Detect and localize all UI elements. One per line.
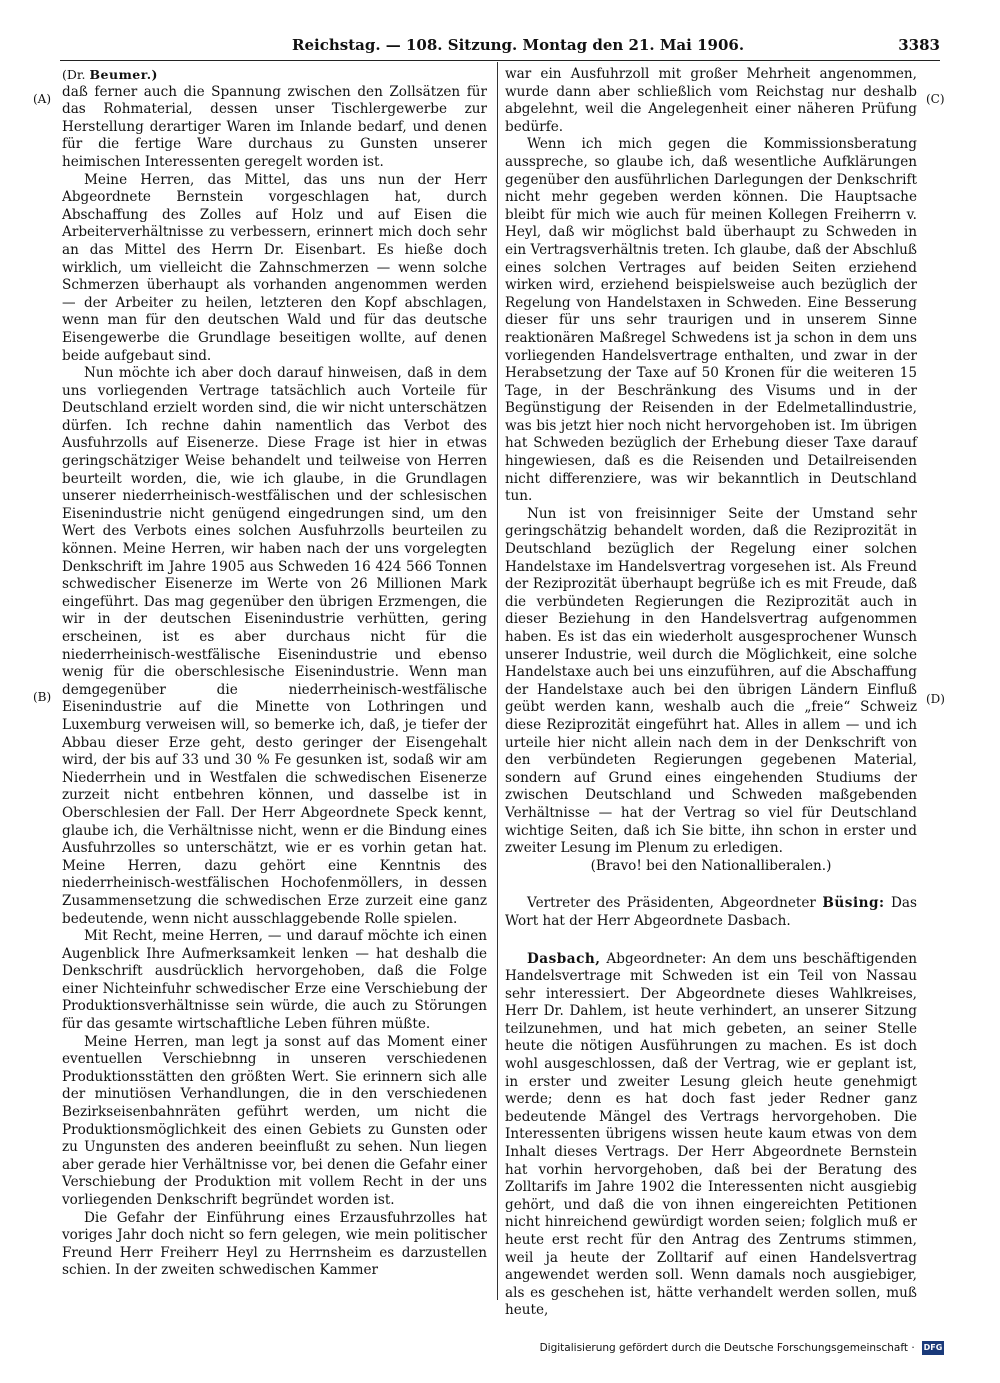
paragraph: Meine Herren, das Mittel, das uns nun der Herr Abgeordnete Bernstein vorgeschlagen hat, durch Abschaffung des Zolles auf Holz und auf Eisen die Arbeiterverhältnisse zu verbessern, erinnert mich doch sehr an das Mittel des Herrn Dr. Eisenbart. Es hieße doch wirklich, um vielleicht die Zahnschmerzen — wenn solche Schmerzen überhaupt als vorhanden angenommen werden — der Arbeiter zu heilen, letzteren den Kopf abschlagen, wenn man für den deutschen Wald und für das deutsche Eisengewerbe die Grundlage beseitigen wollte, auf denen beide aufgebaut sind. [62,171,487,364]
speech-paragraph [505,951,917,1320]
section-gap [505,931,917,951]
section-gap [505,875,917,895]
chair-statement [505,895,917,930]
margin-mark-c: (C) [926,92,945,106]
paragraph: Wenn ich mich gegen die Kommissionsberatung ausspreche, so glaube ich, daß wesentliche Aufklärungen gegenüber den ausführlichen Darlegungen der Denkschrift nicht mehr gegeben werden können. Die Hauptsache bleibt für mich wie auch für meinen Kollegen Freiherrn v. Heyl, daß wir möglichst bald überhaupt zu Schweden in ein Vertragsverhältnis treten. Ich glaube, daß der Abschluß eines solchen Vertrages auf beiden Seiten erziehend wirken wird, erziehend beispielsweise auch bezüglich der Regelung von Handelstaxen in Schweden. Eine Besserung dieser für uns sehr traurigen und in unserem Sinne reaktionären Maßregel Schwedens ist ja schon in dem uns vorliegenden Handelsvertrage enthalten, und zwar in der Herabsetzung der Taxe auf 50 Kronen für die weiteren 15 Tage, in der Beschränkung des Visums und in der Begünstigung der Reisenden in der Edelmetallindustrie, was bis jetzt hier noch nicht hervorgehoben ist. Im übrigen hat Schweden bezüglich der Erhebung dieser Taxe darauf hingewiesen, daß es die Reisenden und Detailreisenden nicht differenziere, was wir bekanntlich in Deutschland tun. [505,136,917,505]
page-number: 3383 [898,36,940,54]
paragraph: Die Gefahr der Einführung eines Erzausfuhrzolles hat voriges Jahr doch nicht so fern gelegen, wie mein politischer Freund Herr Freiherr Heyl zu Herrnsheim es darzustellen schien. In der zweiten schwedischen Kammer [62,1209,487,1279]
page-header [60,32,940,58]
paragraph: Meine Herren, man legt ja sonst auf das Moment einer eventuellen Verschiebnng in unseren verschiedenen Produktionsstätten den größten Wert. Sie erinnern sich alle der minutiösen Verhandlungen, die in den verschiedenen Bezirkseisenbahnräten geführt werden, um nicht die Produktionsmöglichkeit des einen Gebiets zu Gunsten oder zu Ungunsten des anderen beeinflußt zu sehen. Nun liegen aber gerade hier Verhältnisse vor, bei denen die Gefahr einer Verschiebung der Produktion mit vollem Recht in der uns vorliegenden Denkschrift begründet worden ist. [62,1033,487,1208]
paragraph: Nun möchte ich aber doch darauf hinweisen, daß in dem uns vorliegenden Vertrage tatsächlich auch Vorteile für Deutschland erzielt worden sind, die wir nicht unterschätzen dürfen. Ich rechne dahin namentlich das Verbot des Ausfuhrzolls auf Eisenerze. Diese Frage ist hier in etwas geringschätziger Weise behandelt und teilweise von Herren beurteilt worden, die, wie ich glaube, in die Grundlagen unserer niederrheinisch-westfälischen und der schlesischen Eisenindustrie nicht genügend eingedrungen sind, um den Wert des Verbots eines solchen Ausfuhrzolls beurteilen zu können. Meine Herren, wir haben nach der uns vorgelegten Denkschrift im Jahre 1905 aus Schweden 16 424 566 Tonnen schwedischer Eisenerze im Werte von 26 Millionen Mark eingeführt. Das mag gegenüber den übrigen Erzmengen, die wir in der deutschen Eisenindustrie verhütten, gering erscheinen, ist es aber durchaus nicht für die niederrheinisch-westfälische Eisenindustrie und ebenso wenig für die oberschlesische Eisenindustrie. Wenn man demgegenüber die niederrheinisch-westfälische Eisenindustrie auf die Minette von Lothringen und Luxemburg verweisen will, so bemerke ich, daß, je tiefer der Abbau dieser Erze geht, desto geringer der Eisengehalt wird, der bis auf 33 und 30 % Fe gesunken ist, sodaß wir am Niederrhein und in Westfalen die schwedischen Eisenerze zurzeit nicht entbehren können, und dasselbe ist in Oberschlesien der Fall. Der Herr Abgeordnete Speck kennt, glaube ich, die Verhältnisse nicht, wenn er die Bindung eines Ausfuhrzolles so unterschätzt, wie er es vorhin getan hat. Meine Herren, dazu gehört eine Kenntnis des niederrheinisch-westfälischen Hochofenmöllers, in dessen Zusammensetzung die schwedischen Erze zurzeit eine ganz bedeutende, wenn nicht ausschlaggebende Rolle spielen. [62,365,487,927]
paragraph: Nun ist von freisinniger Seite der Umstand sehr geringschätzig behandelt worden, daß die Reziprozität in Deutschland bezüglich der Regelung einer solchen Handelstaxe im Handelsvertrag vorgesehen ist. Als Freund der Reziprozität überhaupt begrüße ich es mit Freude, daß die verbündeten Regierungen die Reziprozität auch in dieser Beziehung in den Handelsvertrag aufgenommen haben. Es ist das ein wiederholt ausgesprochener Wunsch unserer Industrie, weil durch die Möglichkeit, eine solche Handelstaxe auch bei uns einzuführen, auf die Abschaffung der Handelstaxe auch bei den übrigen Ländern Einfluß geübt werden kann, weshalb auch die „freie“ Schweiz diese Reziprozität eingeführt hat. Alles in allem — und ich urteile hier nicht allein nach dem in der Denkschrift von den verbündeten Regierungen gegebenen Material, sondern auf Grund eines eingehenden Studiums der zwischen Deutschland und Schweden maßgebenden Verhältnisse — hat der Vertrag so viel für Deutschland wichtige Seiten, daß ich Sie bitte, ihn schon in erster und zweiter Lesung im Plenum zu erledigen. [505,505,917,857]
speaker-note-name: Beumer.) [89,67,158,82]
right-column [505,66,917,1320]
running-title: Reichstag. — 108. Sitzung. Montag den 21. Mai 1906. [292,36,745,54]
paragraph: daß ferner auch die Spannung zwischen den Zollsätzen für das Rohmaterial, dessen unser Tischlergewerbe zur Herstellung derartiger Waren im Inlande bedarf, und denen für die fertige Ware durchaus zu Gunsten unserer heimischen Interessenten geregelt worden ist. [62,83,487,170]
header-rule [60,60,940,61]
chair-text: Das Wort hat der Herr Abgeordnete Dasbach. [505,895,918,929]
speaker-note-prefix: (Dr. [62,67,86,82]
paragraph: war ein Ausfuhrzoll mit großer Mehrheit angenommen, wurde dann aber schließlich vom Reichstag nur deshalb abgelehnt, weil die Angelegenheit einer näheren Prüfung bedürfe. [505,66,917,135]
applause-note: (Bravo! bei den Nationalliberalen.) [590,857,832,874]
chair-name: Büsing: [822,895,885,912]
paragraph: Mit Recht, meine Herren, — und darauf möchte ich einen Augenblick Ihre Aufmerksamkeit lenken — hat deshalb die Denkschrift ausdrücklich hervorgehoben, daß die Folge einer Nichteinfuhr schwedischer Erze eine Verschiebung der Produktionsverhältnisse sein würde, die auch zu Störungen für das gesamte wirtschaftliche Leben führen müßte. [62,928,487,1033]
speech-text: Abgeordneter: An dem uns beschäftigenden Handelsvertrage mit Schweden ist ein Teil von Nassau sehr interessiert. Der Abgeordnete dieses Wahlkreises, Herr Dr. Dahlem, ist heute verhindert, an unserer Sitzung teilzunehmen, und hat mich gebeten, an seiner Stelle heute die nötigen Ausführungen zu machen. Es ist doch wohl ausgeschlossen, daß der Vertrag, wie er geplant ist, in erster und zweiter Lesung gleich heute genehmigt werde; denn es hat doch fast jeder Redner ganz bedeutende Mängel des Vertrags hervorgehoben. Die Interessenten übrigens wissen heute kaum etwas von dem Inhalt dieses Vertrags. Der Herr Abgeordnete Bernstein hat vorhin hervorgehoben, daß bei der Beratung des Zolltarifs im Jahre 1902 die Interessenten nicht ausgiebig gehört, und daß die von ihnen eingereichten Petitionen nicht hinreichend gewürdigt worden seien; folglich muß er heute erst recht für den Antrag des Zentrums stimmen, weil ja heute der Zolltarif auf einen Handelsvertrag angewendet werden soll. Wenn damals noch ausgiebiger, als es geschehen ist, hätte verhandelt werden sollen, muß heute, [505,950,917,1319]
footer-text: Digitalisierung gefördert durch die Deutsche Forschungsgemeinschaft · [539,1342,915,1354]
dfg-logo: DFG [922,1341,944,1355]
margin-mark-b: (B) [33,690,52,704]
digitization-credit [540,1341,944,1355]
left-column [62,66,487,1280]
column-divider [497,62,498,1300]
margin-mark-a: (A) [33,92,52,106]
speaker-name: Dasbach, [527,950,601,967]
margin-mark-d: (D) [926,692,945,706]
speaker-note [62,66,487,84]
chair-intro: Vertreter des Präsidenten, Abgeordneter [527,895,816,912]
